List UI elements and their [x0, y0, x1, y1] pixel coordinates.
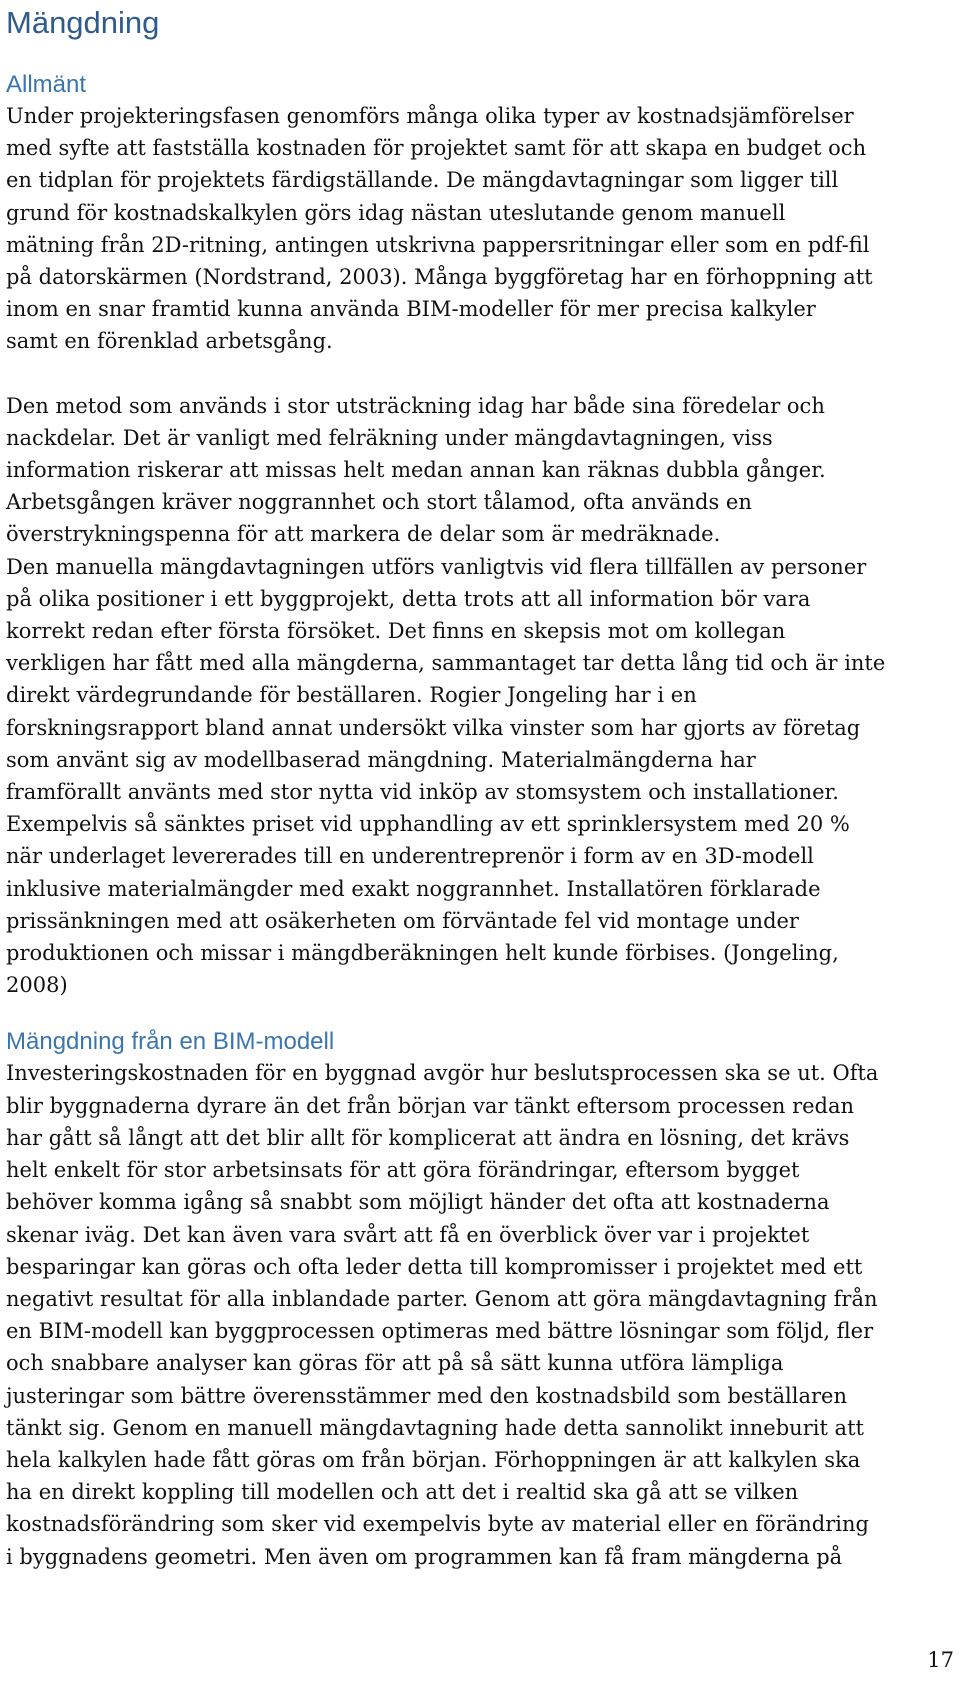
text-line: korrekt redan efter första försöket. Det finns en skepsis mot om kollegan — [6, 619, 786, 644]
text-line: 2008) — [6, 973, 68, 998]
section-heading-bim: Mängdning från en BIM-modell — [6, 1028, 335, 1056]
text-line: skenar iväg. Det kan även vara svårt att få en överblick över var i projektet — [6, 1222, 810, 1247]
text-line: med syfte att fastställa kostnaden för projektet samt för att skapa en budget och — [6, 136, 867, 161]
text-line: inklusive materialmängder med exakt noggrannhet. Installatören förklarade — [6, 876, 821, 901]
text-line: besparingar kan göras och ofta leder detta till kompromisser i projektet med ett — [6, 1254, 863, 1279]
text-line: i byggnadens geometri. Men även om programmen kan få fram mängderna på — [6, 1544, 843, 1569]
paragraph-bim — [6, 1057, 952, 1572]
text-line: mätning från 2D-ritning, antingen utskrivna pappersritningar eller som en pdf-fil — [6, 232, 870, 257]
paragraph-method — [6, 390, 952, 1002]
text-line: verkligen har fått med alla mängderna, sammantaget tar detta lång tid och är inte — [6, 651, 886, 676]
text-line: negativt resultat för alla inblandade parter. Genom att göra mängdavtagning från — [6, 1286, 878, 1311]
section-heading-allmant: Allmänt — [6, 71, 87, 98]
text-line: prissänkningen med att osäkerheten om förväntade fel vid montage under — [6, 908, 799, 933]
text-line: en tidplan för projektets färdigställande. De mängdavtagningar som ligger till — [6, 168, 839, 193]
text-line: har gått så långt att det blir allt för komplicerat att ändra en lösning, det krävs — [6, 1125, 850, 1150]
text-line: Investeringskostnaden för en byggnad avgör hur beslutsprocessen ska se ut. Ofta — [6, 1061, 879, 1086]
text-line: en BIM-modell kan byggprocessen optimeras med bättre lösningar som följd, fler — [6, 1319, 874, 1344]
text-line: nackdelar. Det är vanligt med felräkning under mängdavtagningen, viss — [6, 425, 773, 450]
text-line: Under projekteringsfasen genomförs många olika typer av kostnadsjämförelser — [6, 104, 854, 128]
text-line: framförallt använts med stor nytta vid inköp av stomsystem och installationer. — [6, 780, 839, 805]
paragraph-intro — [6, 100, 952, 358]
text-line: Arbetsgången kräver noggrannhet och stort tålamod, ofta används en — [6, 490, 752, 515]
text-line: överstrykningspenna för att markera de delar som är medräknade. — [6, 522, 721, 547]
text-line: Exempelvis så sänktes priset vid upphandling av ett sprinklersystem med 20 % — [6, 812, 850, 837]
text-line: information riskerar att missas helt medan annan kan räknas dubbla gånger. — [6, 458, 826, 483]
text-line: behöver komma igång så snabbt som möjligt händer det ofta att kostnaderna — [6, 1190, 830, 1215]
text-line: justeringar som bättre överensstämmer med den kostnadsbild som beställaren — [6, 1383, 847, 1408]
text-line: kostnadsförändring som sker vid exempelvis byte av material eller en förändring — [6, 1512, 869, 1537]
text-line: helt enkelt för stor arbetsinsats för att göra förändringar, eftersom bygget — [6, 1158, 800, 1183]
text-line: på olika positioner i ett byggprojekt, detta trots att all information bör vara — [6, 586, 811, 611]
text-line: ha en direkt koppling till modellen och att det i realtid ska gå att se vilken — [6, 1480, 799, 1505]
text-line: inom en snar framtid kunna använda BIM-modeller för mer precisa kalkyler — [6, 297, 816, 322]
text-line: hela kalkylen hade fått göras om från början. Förhoppningen är att kalkylen ska — [6, 1447, 861, 1472]
document-page — [6, 0, 952, 1573]
text-line: på datorskärmen (Nordstrand, 2003). Många byggföretag har en förhoppning att — [6, 265, 873, 290]
page-number: 17 — [927, 1648, 954, 1672]
text-line: blir byggnaderna dyrare än det från början var tänkt eftersom processen redan — [6, 1093, 855, 1118]
text-line: grund för kostnadskalkylen görs idag nästan uteslutande genom manuell — [6, 200, 786, 225]
text-line: Den manuella mängdavtagningen utförs vanligtvis vid flera tillfällen av personer — [6, 554, 867, 579]
text-line: tänkt sig. Genom en manuell mängdavtagning hade detta sannolikt inneburit att — [6, 1415, 864, 1440]
text-line: produktionen och missar i mängdberäkningen helt kunde förbises. (Jongeling, — [6, 941, 839, 966]
text-line: när underlaget levererades till en underentreprenör i form av en 3D-modell — [6, 844, 814, 869]
page-title: Mängdning — [6, 5, 160, 40]
text-line: som använt sig av modellbaserad mängdning. Materialmängderna har — [6, 747, 756, 772]
text-line: samt en förenklad arbetsgång. — [6, 329, 333, 354]
text-line: Den metod som används i stor utsträckning idag har både sina föredelar och — [6, 393, 825, 418]
text-line: forskningsrapport bland annat undersökt vilka vinster som har gjorts av företag — [6, 715, 861, 740]
text-line: och snabbare analyser kan göras för att på så sätt kunna utföra lämpliga — [6, 1351, 784, 1376]
text-line: direkt värdegrundande för beställaren. Rogier Jongeling har i en — [6, 683, 697, 708]
paragraph-spacer — [6, 358, 952, 390]
